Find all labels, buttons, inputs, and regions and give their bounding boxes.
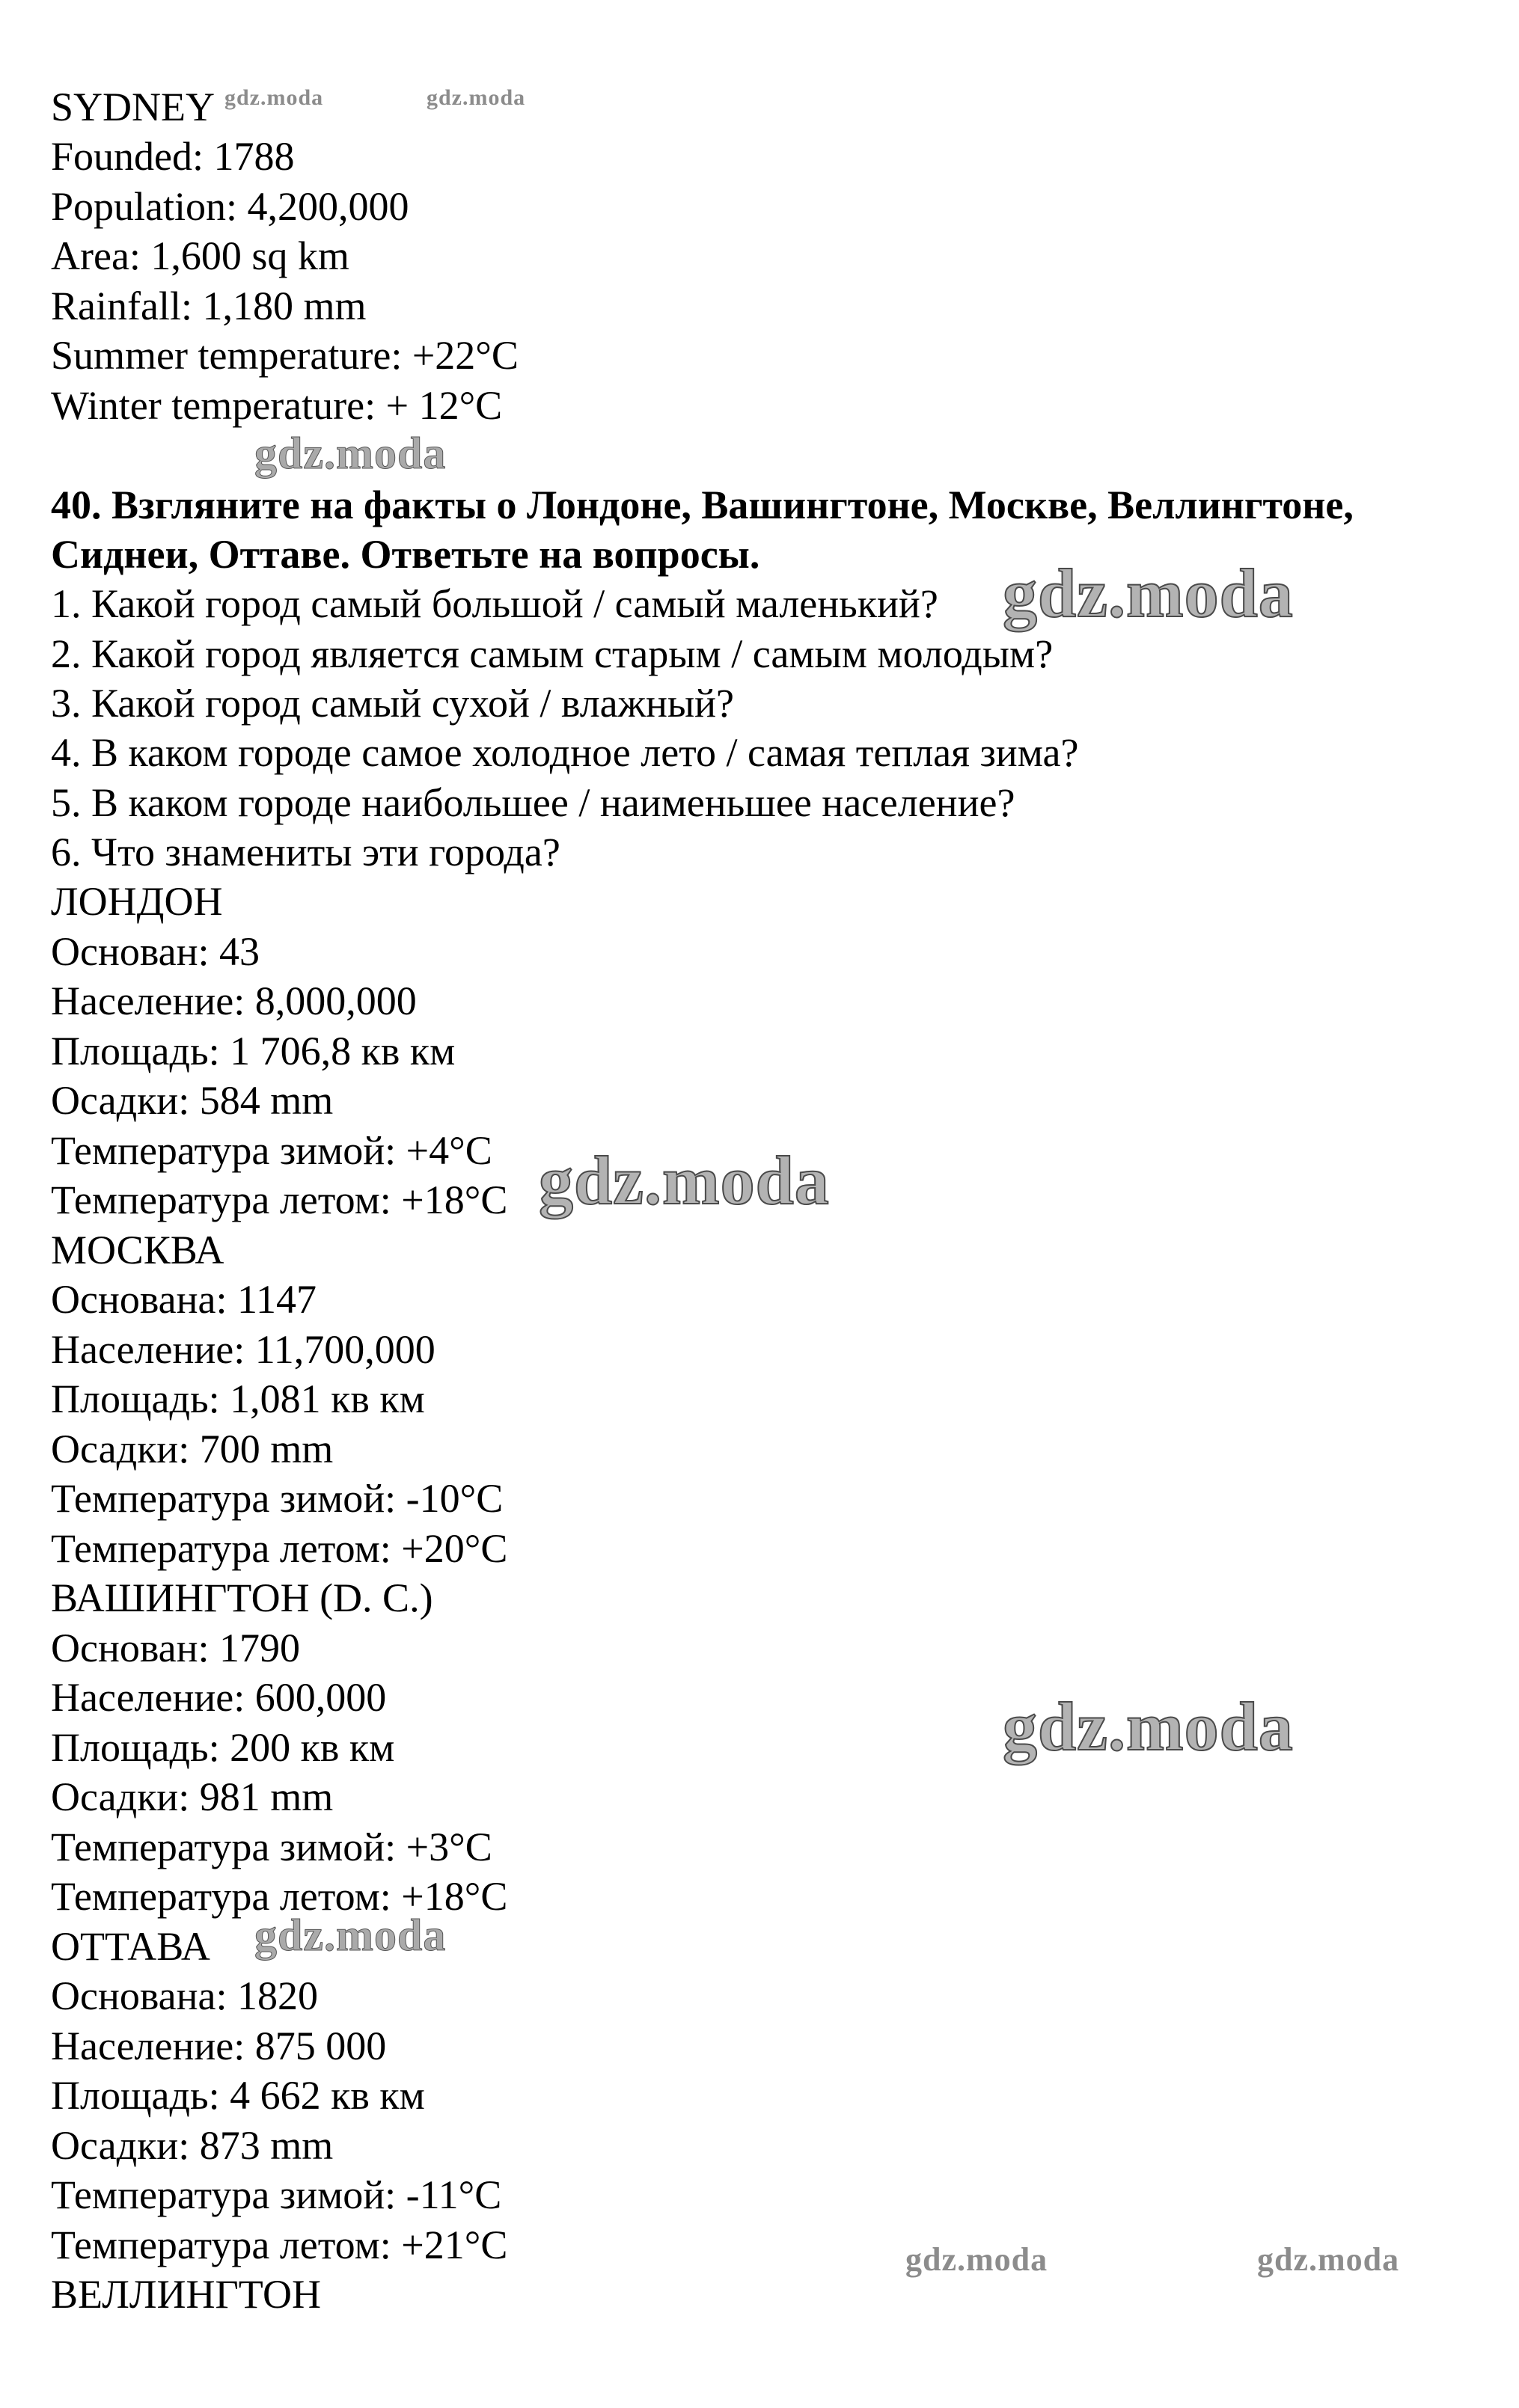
london-winter-temperature: Температура зимой: +4°C <box>51 1128 492 1173</box>
washington-rainfall: Осадки: 981 mm <box>51 1774 334 1819</box>
watermark: gdz.moda <box>427 85 526 110</box>
watermark: gdz.moda <box>1257 2241 1400 2278</box>
moscow-area: Площадь: 1,081 кв км <box>51 1376 425 1421</box>
washington-winter-temperature: Температура зимой: +3°C <box>51 1825 492 1869</box>
london-rainfall: Осадки: 584 mm <box>51 1078 334 1123</box>
moscow-title: МОСКВА <box>51 1228 224 1272</box>
sydney-founded: Founded: 1788 <box>51 134 295 179</box>
watermark: gdz.moda <box>254 1911 447 1960</box>
watermark: gdz.moda <box>1003 555 1294 631</box>
london-area: Площадь: 1 706,8 кв км <box>51 1029 456 1073</box>
question-4: 4. В каком городе самое холодное лето / самая теплая зима? <box>51 730 1079 775</box>
sydney-population: Population: 4,200,000 <box>51 184 409 229</box>
london-population: Население: 8,000,000 <box>51 978 417 1023</box>
watermark: gdz.moda <box>1003 1688 1294 1765</box>
london-founded: Основан: 43 <box>51 929 260 974</box>
exercise-heading-line-2: Сиднеи, Оттаве. Ответьте на вопросы. <box>51 532 760 577</box>
question-6: 6. Что знамениты эти города? <box>51 830 560 874</box>
washington-summer-temperature: Температура летом: +18°C <box>51 1874 508 1919</box>
washington-area: Площадь: 200 кв км <box>51 1725 395 1770</box>
sydney-summer-temperature: Summer temperature: +22°C <box>51 333 519 378</box>
sydney-area: Area: 1,600 sq km <box>51 233 349 278</box>
ottawa-rainfall: Осадки: 873 mm <box>51 2123 334 2168</box>
exercise-heading-line-1: 40. Взгляните на факты о Лондоне, Вашингтоне, Москве, Веллингтоне, <box>51 482 1354 527</box>
washington-population: Население: 600,000 <box>51 1675 387 1720</box>
washington-title: ВАШИНГТОН (D. C.) <box>51 1575 433 1620</box>
watermark: gdz.moda <box>905 2241 1048 2278</box>
watermark: gdz.moda <box>224 85 324 110</box>
question-1: 1. Какой город самый большой / самый маленький? <box>51 581 938 626</box>
london-summer-temperature: Температура летом: +18°C <box>51 1177 508 1222</box>
ottawa-title: ОТТАВА <box>51 1924 210 1969</box>
question-5: 5. В каком городе наибольшее / наименьшее население? <box>51 780 1015 825</box>
ottawa-winter-temperature: Температура зимой: -11°C <box>51 2172 502 2217</box>
london-title: ЛОНДОН <box>51 879 223 924</box>
ottawa-summer-temperature: Температура летом: +21°C <box>51 2222 508 2267</box>
moscow-summer-temperature: Температура летом: +20°C <box>51 1526 508 1571</box>
moscow-winter-temperature: Температура зимой: -10°C <box>51 1476 504 1521</box>
sydney-title: SYDNEY <box>51 85 216 129</box>
watermark: gdz.moda <box>254 429 447 478</box>
question-3: 3. Какой город самый сухой / влажный? <box>51 681 734 726</box>
sydney-winter-temperature: Winter temperature: + 12°C <box>51 383 503 428</box>
moscow-founded: Основана: 1147 <box>51 1277 317 1322</box>
moscow-population: Население: 11,700,000 <box>51 1327 435 1372</box>
wellington-title: ВЕЛЛИНГТОН <box>51 2272 322 2317</box>
moscow-rainfall: Осадки: 700 mm <box>51 1427 334 1471</box>
watermark: gdz.moda <box>539 1142 830 1219</box>
ottawa-population: Население: 875 000 <box>51 2023 387 2068</box>
washington-founded: Основан: 1790 <box>51 1626 301 1670</box>
ottawa-area: Площадь: 4 662 кв км <box>51 2073 425 2118</box>
ottawa-founded: Основана: 1820 <box>51 1973 318 2018</box>
sydney-rainfall: Rainfall: 1,180 mm <box>51 284 367 328</box>
question-2: 2. Какой город является самым старым / самым молодым? <box>51 631 1054 676</box>
